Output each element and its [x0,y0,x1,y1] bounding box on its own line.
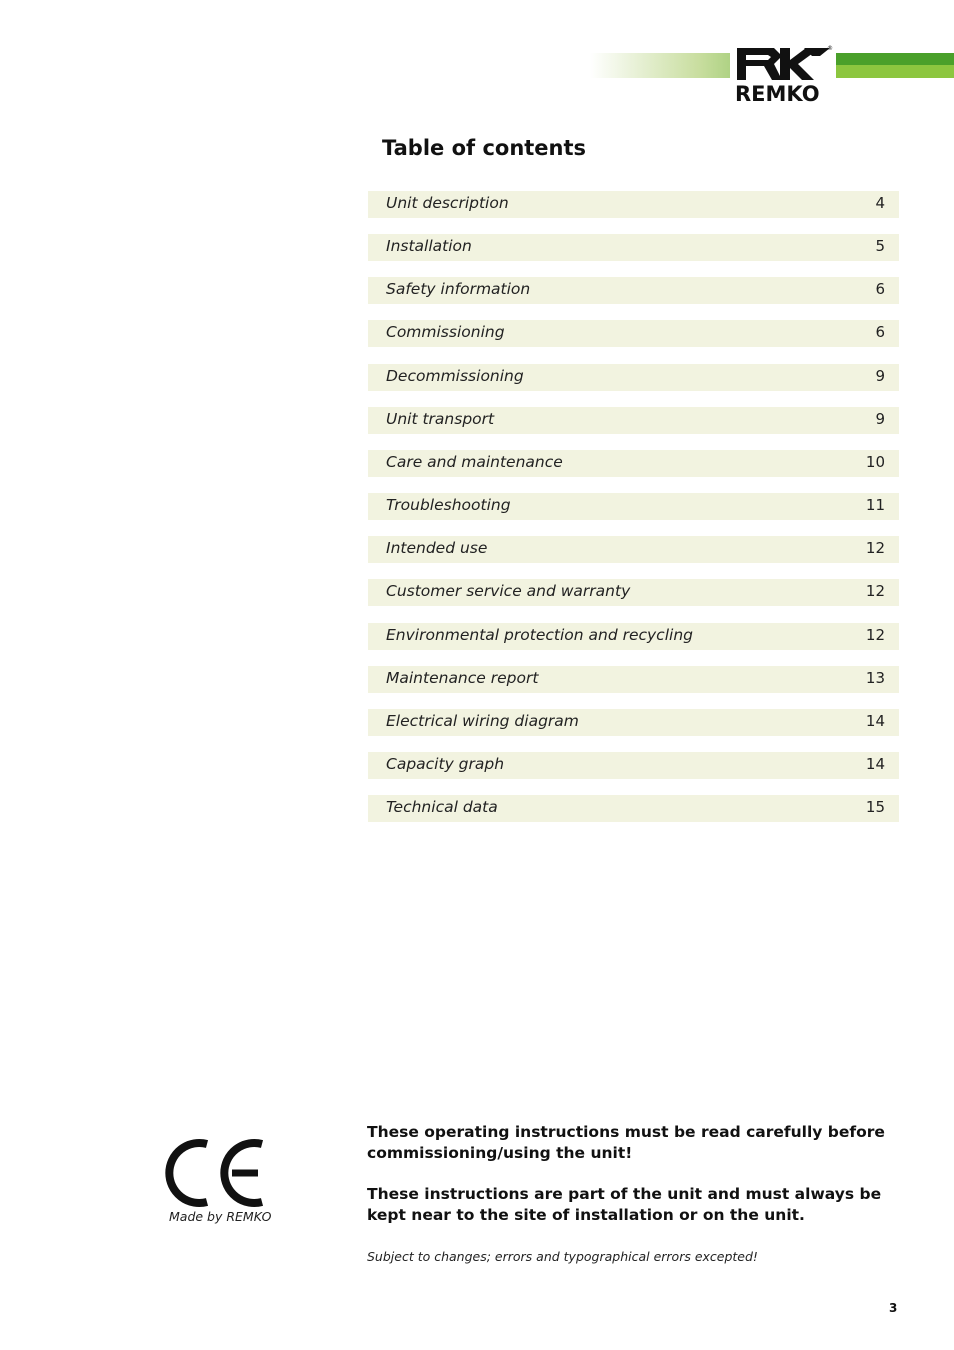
toc-entry[interactable] [368,493,899,520]
toc-entry-page: 11 [865,496,885,514]
toc-entry-page: 14 [865,712,885,730]
toc-entry-page: 15 [865,798,885,816]
notice-keep-near-unit: These instructions are part of the unit and must always be kept near to the site of installation or on the unit. [367,1185,882,1224]
toc-entry-page: 4 [875,194,885,212]
toc-entry-page: 6 [875,323,885,341]
toc-entry-page: 12 [865,582,885,600]
toc-entry-label: Installation [386,237,472,255]
remko-logo [730,42,836,108]
toc-entry-page: 12 [865,539,885,557]
toc-entry[interactable] [368,191,899,218]
toc-entry-label: Safety information [386,280,531,298]
toc-entry[interactable] [368,623,899,650]
toc-entry-page: 10 [865,453,885,471]
toc-entry-label: Customer service and warranty [386,582,631,600]
toc-entry[interactable] [368,277,899,304]
page-title: Table of contents [382,136,587,160]
toc-entry[interactable] [368,450,899,477]
toc-entry-page: 13 [865,669,885,687]
toc-entry-label: Unit description [386,194,509,212]
toc-entry-page: 14 [865,755,885,773]
toc-entry-label: Maintenance report [386,669,539,687]
brand-name: REMKO [735,82,820,106]
toc-entry[interactable] [368,709,899,736]
page-number: 3 [889,1301,898,1315]
toc-entry-label: Electrical wiring diagram [386,712,579,730]
toc-entry-label: Capacity graph [386,755,505,773]
toc-entry-page: 5 [875,237,885,255]
toc-entry[interactable] [368,752,899,779]
toc-entry[interactable] [368,536,899,563]
toc-entry-label: Intended use [386,539,488,557]
svg-text:®: ® [827,45,833,52]
toc-entry-page: 9 [875,367,885,385]
disclaimer: Subject to changes; errors and typographical errors excepted! [367,1249,758,1264]
toc-entry[interactable] [368,579,899,606]
toc-entry[interactable] [368,407,899,434]
remko-logo-mark-icon [734,44,832,84]
toc-entry-label: Commissioning [386,323,505,341]
toc-entry[interactable] [368,234,899,261]
toc-entry-label: Technical data [386,798,498,816]
toc-entry[interactable] [368,666,899,693]
ce-mark-icon [170,1138,266,1208]
ce-caption: Made by REMKO [169,1209,272,1224]
toc-entry-page: 9 [875,410,885,428]
toc-entry-label: Unit transport [386,410,495,428]
toc-entry-label: Decommissioning [386,367,524,385]
toc-entry-label: Care and maintenance [386,453,563,471]
toc-entry-label: Troubleshooting [386,496,511,514]
toc-entry[interactable] [368,320,899,347]
toc-entry-label: Environmental protection and recycling [386,626,693,644]
toc-entry[interactable] [368,364,899,391]
toc-entry-page: 12 [865,626,885,644]
toc-entry-page: 6 [875,280,885,298]
notice-read-carefully: These operating instructions must be read carefully before commissioning/using the unit! [367,1123,885,1162]
toc-entry[interactable] [368,795,899,822]
